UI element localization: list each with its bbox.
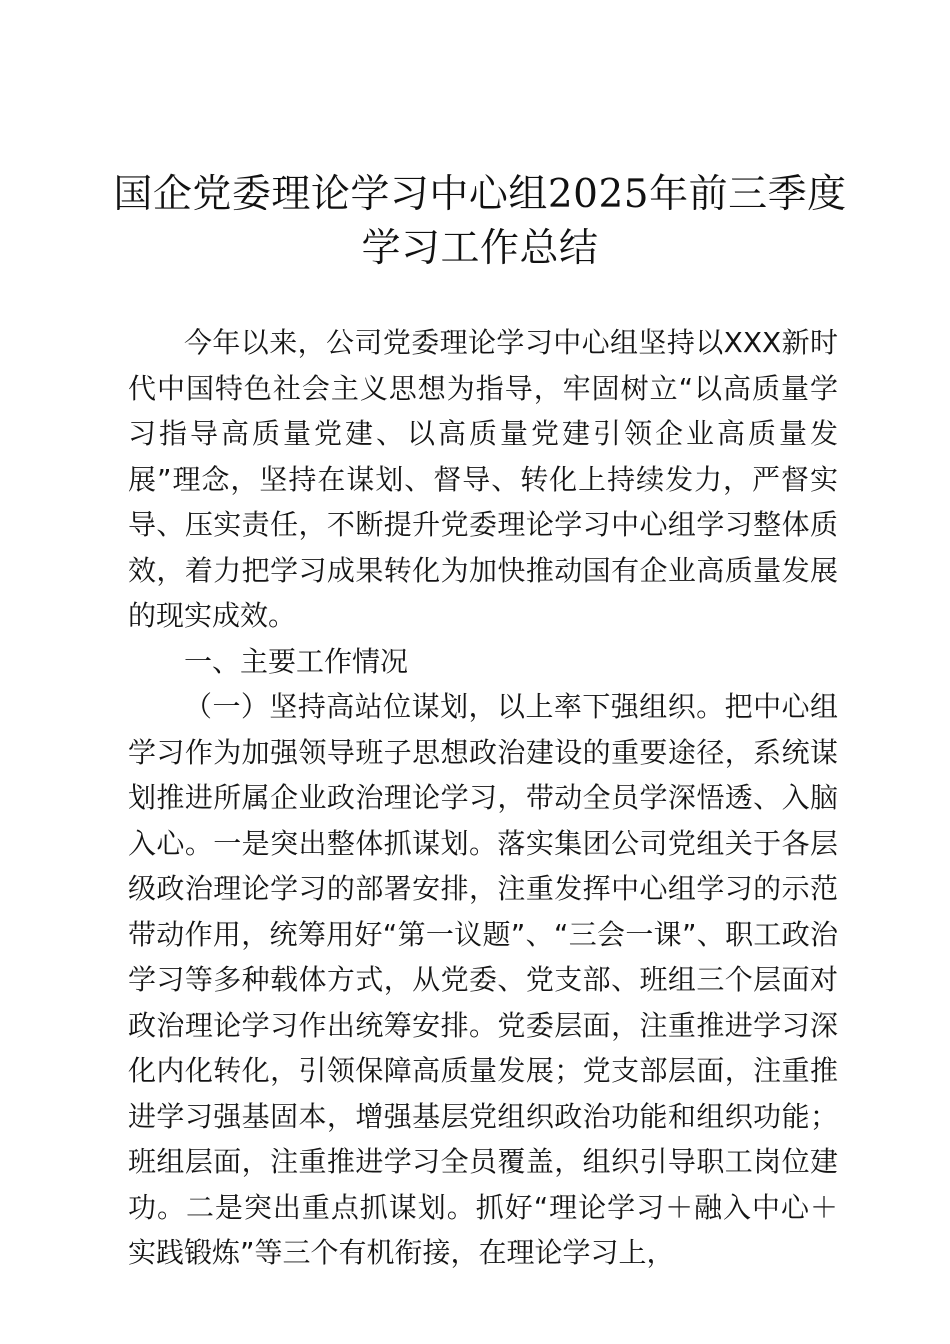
document-title: 国企党委理论学习中心组2025年前三季度学习工作总结 xyxy=(113,172,847,271)
document-body xyxy=(128,320,838,1276)
intro-paragraph: 今年以来，公司党委理论学习中心组坚持以XXX新时代中国特色社会主义思想为指导，牢固树立“以高质量学习指导高质量党建、以高质量党建引领企业高质量发展”理念，坚持在谋划、督导、转化上持续发力，严督实导、压实责任，不断提升党委理论学习中心组学习整体质效，着力把学习成果转化为加快推动国有企业高质量发展的现实成效。 xyxy=(128,326,838,632)
subsection-paragraph: （一）坚持高站位谋划，以上率下强组织。把中心组学习作为加强领导班子思想政治建设的重要途径，系统谋划推进所属企业政治理论学习，带动全员学深悟透、入脑入心。一是突出整体抓谋划。落实集团公司党组关于各层级政治理论学习的部署安排，注重发挥中心组学习的示范带动作用，统筹用好“第一议题”、“三会一课”、职工政治学习等多种载体方式，从党委、党支部、班组三个层面对政治理论学习作出统筹安排。党委层面，注重推进学习深化内化转化，引领保障高质量发展；党支部层面，注重推进学习强基固本，增强基层党组织政治功能和组织功能；班组层面，注重推进学习全员覆盖，组织引导职工岗位建功。二是突出重点抓谋划。抓好“理论学习＋融入中心＋实践锻炼”等三个有机衔接，在理论学习上， xyxy=(128,690,838,1269)
section-heading: 一、主要工作情况 xyxy=(184,644,409,678)
